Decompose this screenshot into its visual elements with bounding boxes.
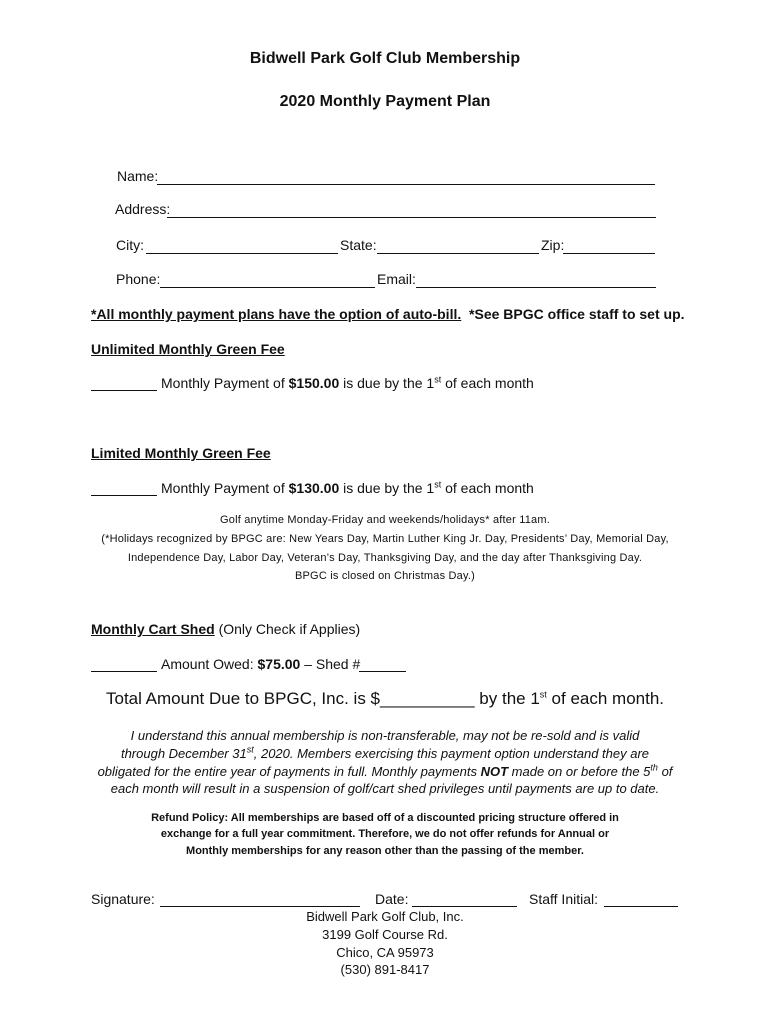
limited-amount: $130.00 — [288, 480, 340, 496]
autobill-notice — [91, 306, 685, 322]
unlimited-text-post: of each month — [445, 375, 534, 391]
city-field[interactable] — [146, 253, 338, 254]
terms-line3-post: of — [661, 764, 673, 779]
terms-line3-bold: NOT — [480, 764, 509, 779]
total-post: of each month. — [551, 689, 665, 708]
terms-line-2 — [0, 746, 770, 761]
unlimited-text-mid: is due by the 1 — [343, 375, 435, 391]
limited-text-post: of each month — [445, 480, 534, 496]
city-label: City: — [116, 237, 144, 253]
cart-heading-row — [91, 621, 360, 637]
terms-line-1: I understand this annual membership is non-transferable, may not be re-sold and is valid — [130, 728, 640, 743]
terms-line-3 — [0, 764, 770, 779]
phone-label: Phone: — [116, 271, 161, 287]
state-field[interactable] — [377, 253, 539, 254]
refund-line-2: exchange for a full year commitment. Therefore, we do not offer refunds for Annual or — [160, 828, 610, 840]
shed-number-field[interactable] — [359, 671, 406, 672]
limited-checkbox-line[interactable] — [91, 495, 157, 496]
email-field[interactable] — [416, 287, 656, 288]
footer-org-name: Bidwell Park Golf Club, Inc. — [306, 909, 464, 924]
limited-note-4: BPGC is closed on Christmas Day.) — [294, 570, 475, 582]
footer-city: Chico, CA 95973 — [336, 945, 434, 960]
terms-line2-post: , 2020. Members exercising this payment option understand they are — [253, 746, 650, 761]
cart-shed-label: – Shed # — [304, 656, 361, 672]
document-subtitle: 2020 Monthly Payment Plan — [279, 93, 491, 110]
cart-amount: $75.00 — [257, 656, 301, 672]
footer-street: 3199 Golf Course Rd. — [322, 927, 448, 942]
staff-initial-field[interactable] — [604, 906, 678, 907]
footer-phone: (530) 891-8417 — [340, 962, 430, 977]
unlimited-sup: st — [434, 374, 442, 385]
limited-heading: Limited Monthly Green Fee — [91, 445, 271, 461]
limited-sup: st — [434, 479, 442, 490]
phone-field[interactable] — [160, 287, 375, 288]
unlimited-heading: Unlimited Monthly Green Fee — [91, 341, 285, 357]
limited-text-pre: Monthly Payment of — [161, 480, 285, 496]
total-amount-line — [0, 689, 770, 709]
name-field[interactable] — [157, 184, 655, 185]
staff-text: *See BPGC office staff to set up. — [469, 306, 685, 322]
date-field[interactable] — [412, 906, 517, 907]
limited-payment-text — [161, 480, 534, 496]
address-field[interactable] — [167, 217, 656, 218]
cart-heading-note: (Only Check if Applies) — [218, 621, 361, 637]
zip-field[interactable] — [563, 253, 655, 254]
limited-note-2: (*Holidays recognized by BPGC are: New Years Day, Martin Luther King Jr. Day, Presidents’ Day, Memorial Day, — [101, 533, 669, 545]
email-label: Email: — [377, 271, 416, 287]
staff-initial-label: Staff Initial: — [529, 891, 599, 907]
refund-line-3: Monthly memberships for any reason other than the passing of the member. — [186, 845, 584, 857]
unlimited-text-pre: Monthly Payment of — [161, 375, 285, 391]
document-title: Bidwell Park Golf Club Membership — [249, 50, 521, 67]
unlimited-payment-text — [161, 375, 534, 391]
terms-line3-sup: th — [650, 762, 658, 773]
cart-amount-text — [161, 656, 360, 672]
total-blank[interactable]: __________ — [380, 689, 475, 708]
name-label: Name: — [117, 168, 159, 184]
date-label: Date: — [375, 891, 409, 907]
terms-line2-pre: through December 31 — [120, 746, 247, 761]
cart-amount-label: Amount Owed: — [161, 656, 254, 672]
limited-text-mid: is due by the 1 — [343, 480, 435, 496]
zip-label: Zip: — [541, 237, 565, 253]
state-label: State: — [340, 237, 377, 253]
cart-checkbox-line[interactable] — [91, 671, 157, 672]
terms-line3-mid: made on or before the 5 — [511, 764, 651, 779]
unlimited-checkbox-line[interactable] — [91, 390, 157, 391]
terms-line2-sup: st — [246, 744, 254, 755]
limited-note-1: Golf anytime Monday-Friday and weekends/holidays* after 11am. — [220, 514, 550, 526]
terms-line-4: each month will result in a suspension of golf/cart shed privileges until payments are up to date. — [110, 781, 660, 796]
signature-label: Signature: — [91, 891, 155, 907]
cart-heading: Monthly Cart Shed — [91, 621, 215, 637]
address-label: Address: — [115, 201, 171, 217]
refund-line-1: Refund Policy: All memberships are based off of a discounted pricing structure offered in — [151, 812, 619, 824]
total-mid: by the 1 — [479, 689, 540, 708]
signature-field[interactable] — [160, 906, 360, 907]
autobill-text: *All monthly payment plans have the option of auto-bill. — [91, 306, 462, 322]
limited-note-3: Independence Day, Labor Day, Veteran’s Day, Thanksgiving Day, and the day after Thanksgiving Day. — [127, 552, 643, 564]
total-pre: Total Amount Due to BPGC, Inc. is $ — [105, 689, 381, 708]
total-sup: st — [539, 689, 547, 700]
unlimited-amount: $150.00 — [288, 375, 340, 391]
terms-line3-pre: obligated for the entire year of payments in full. Monthly payments — [97, 764, 477, 779]
